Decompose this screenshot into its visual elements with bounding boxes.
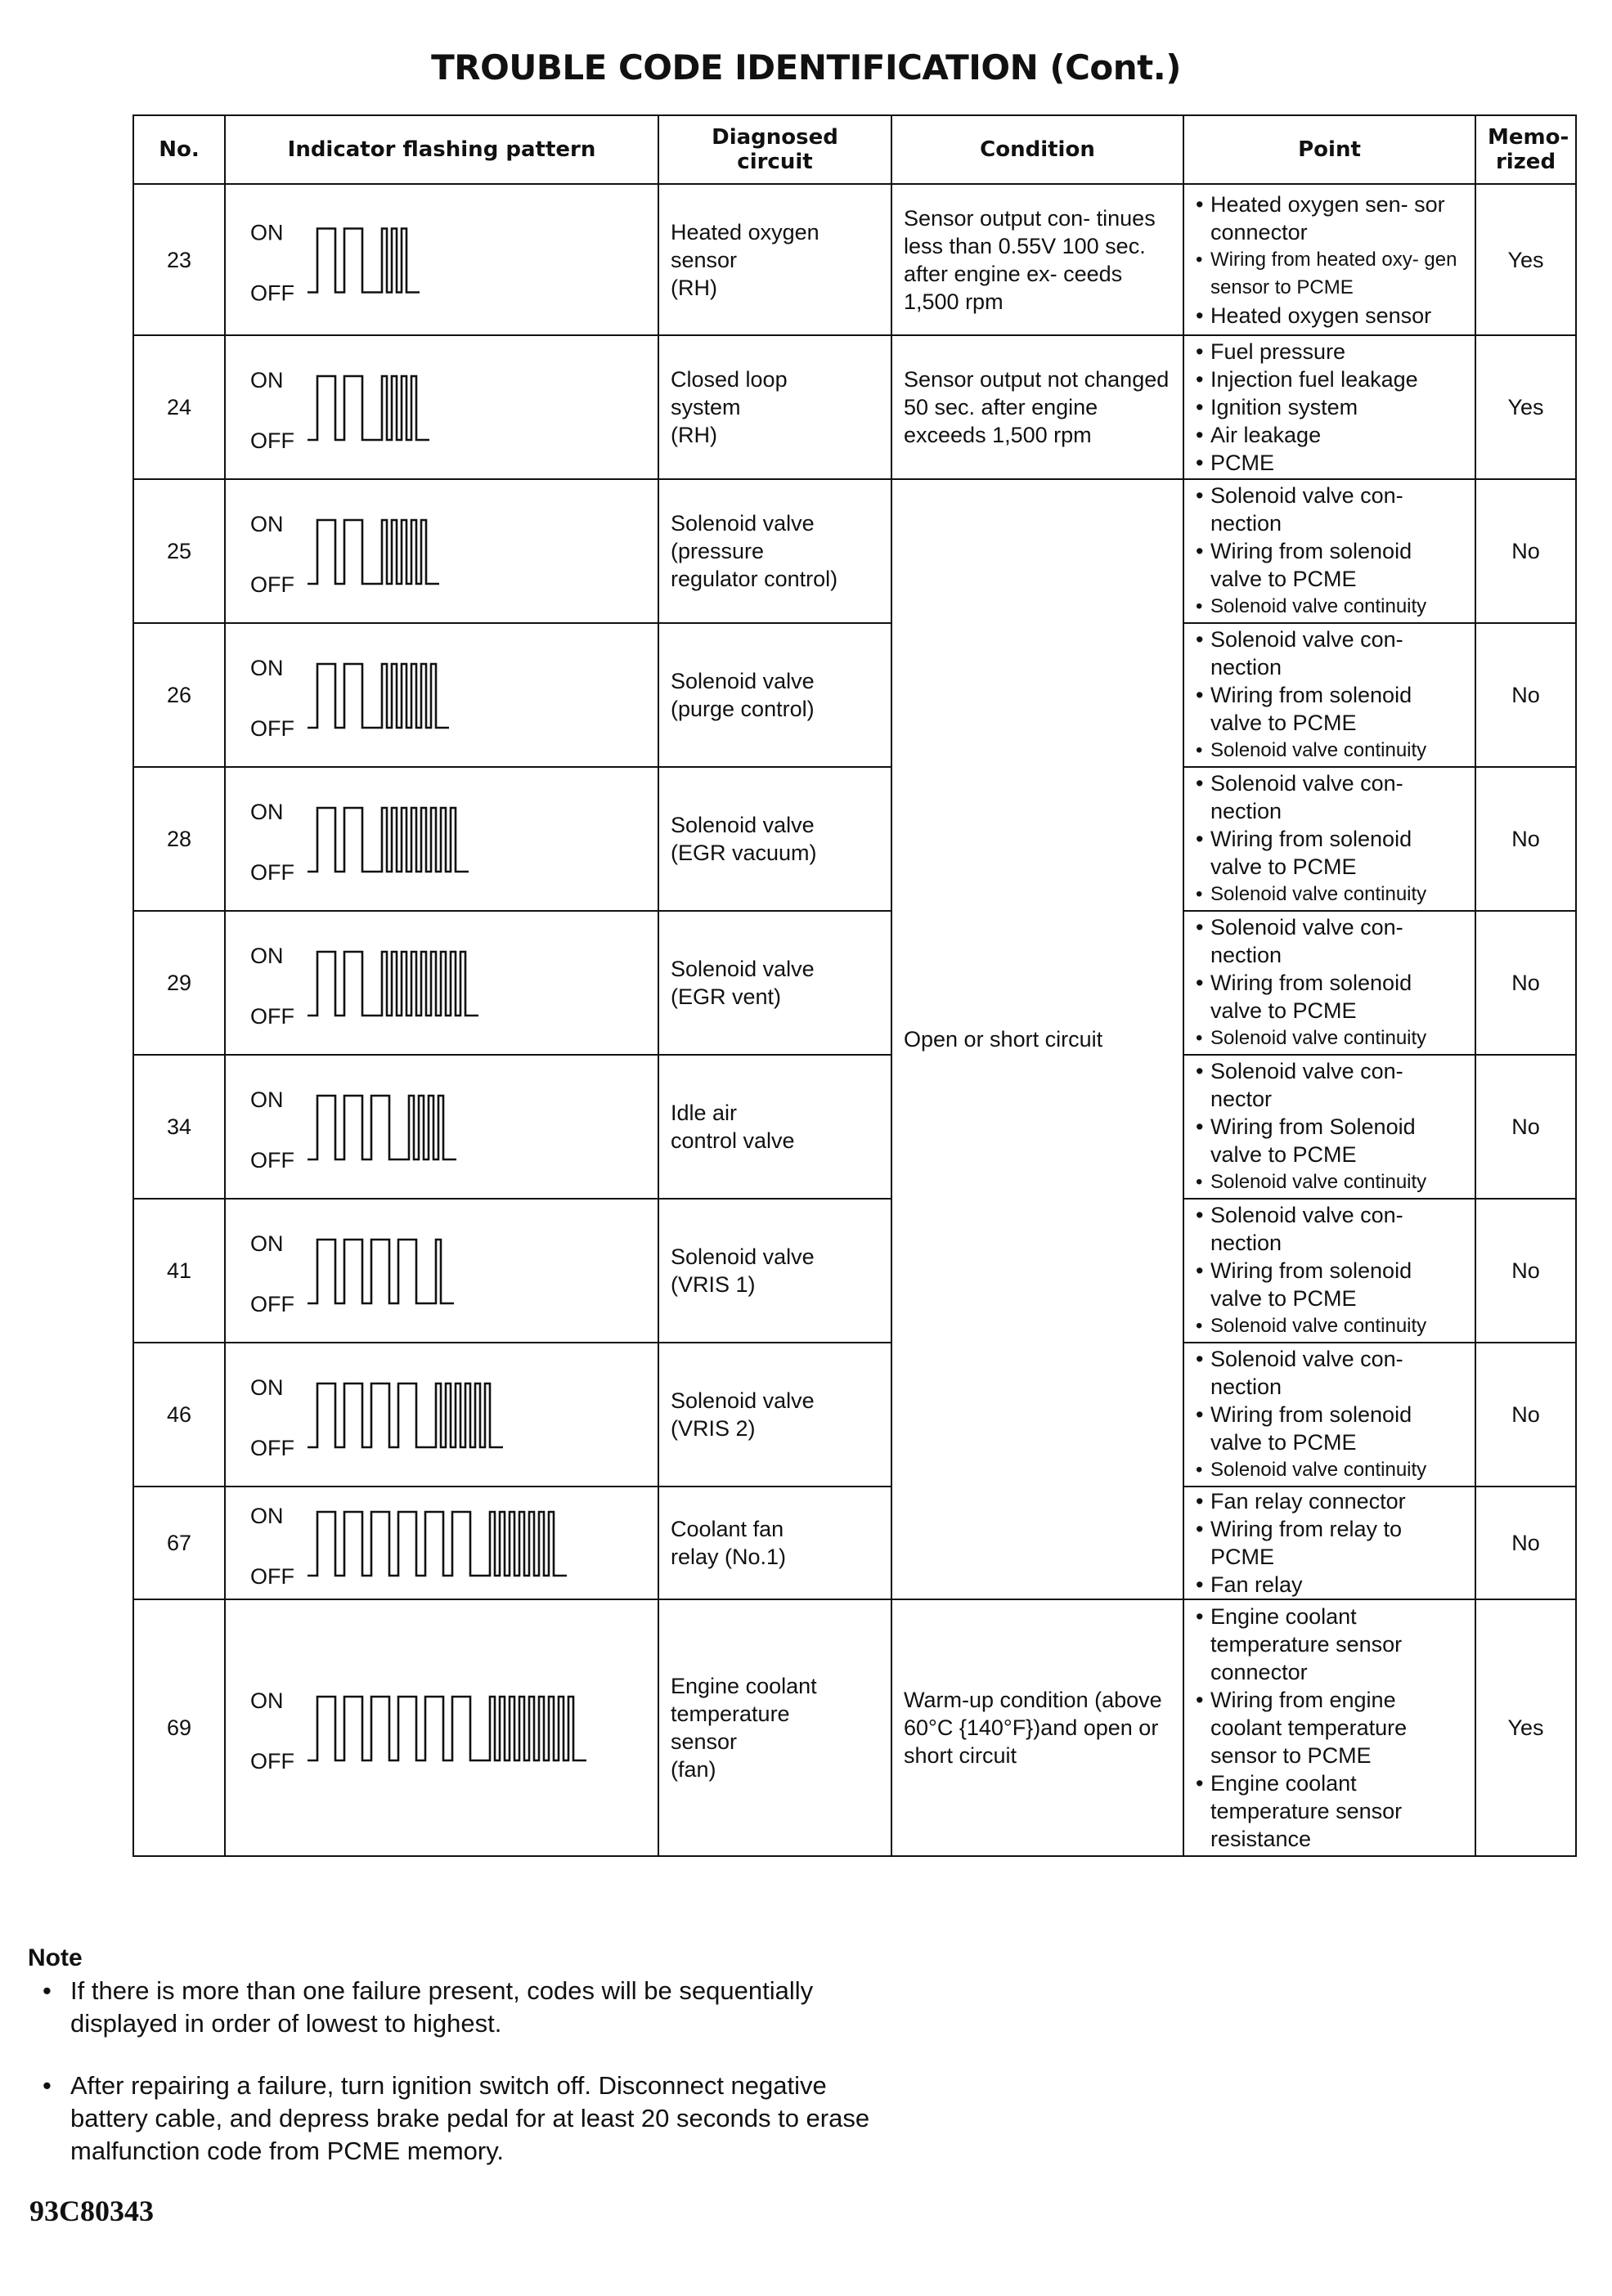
- flashing-pattern: [225, 911, 658, 1055]
- page-title: TROUBLE CODE IDENTIFICATION (Cont.): [431, 47, 1181, 87]
- point-item: • Wiring from solenoid valve to PCME: [1196, 825, 1463, 881]
- code-number: 26: [133, 623, 225, 767]
- memorized-value: No: [1475, 1055, 1576, 1199]
- trouble-code-table: [132, 114, 1577, 1857]
- note-list: [28, 1975, 903, 2168]
- diagnosed-circuit: [658, 1199, 891, 1343]
- code-number: 25: [133, 479, 225, 623]
- flashing-pattern: [225, 1055, 658, 1199]
- flashing-pattern: [225, 1343, 658, 1487]
- point-list: [1196, 338, 1463, 477]
- header-no: No.: [133, 115, 225, 184]
- circuit-line: Closed loop: [671, 367, 788, 392]
- inspection-points: [1183, 1199, 1475, 1343]
- pulse-waveform: [308, 1697, 586, 1760]
- memorized-value: No: [1475, 1487, 1576, 1599]
- circuit-line: Heated oxygen: [671, 219, 819, 244]
- table-row: [133, 1599, 1576, 1856]
- circuit-line: Idle air: [671, 1101, 738, 1125]
- diagnosed-circuit: [658, 335, 891, 479]
- diagnosed-circuit: [658, 479, 891, 623]
- point-item: • Solenoid valve continuity: [1196, 1168, 1463, 1196]
- on-label: ON: [250, 1087, 284, 1112]
- diagnosed-circuit: [658, 1343, 891, 1487]
- on-label: ON: [250, 656, 284, 680]
- flashing-pattern-graphic: [237, 338, 646, 477]
- flashing-pattern-graphic: [237, 186, 646, 333]
- inspection-points: [1183, 1599, 1475, 1856]
- circuit-line: Solenoid valve: [671, 669, 815, 693]
- header-circuit: Diagnosed circuit: [658, 115, 891, 184]
- header-pattern: Indicator flashing pattern: [225, 115, 658, 184]
- pulse-waveform: [308, 1240, 454, 1303]
- note-item: • After repairing a failure, turn ignition switch off. Disconnect negative battery cable, and depress brake pedal for at least 20 seconds to erase malfunction code from PCME memory.: [28, 2070, 903, 2168]
- inspection-points: [1183, 1055, 1475, 1199]
- point-list: [1196, 1345, 1463, 1484]
- flashing-pattern: [225, 479, 658, 623]
- point-item: • Fuel pressure: [1196, 338, 1463, 365]
- table-header-row: [133, 115, 1576, 184]
- note-item: • If there is more than one failure present, codes will be sequentially displayed in order of lowest to highest.: [28, 1975, 903, 2040]
- memorized-value: No: [1475, 623, 1576, 767]
- circuit-line: Coolant fan: [671, 1517, 784, 1541]
- header-point: Point: [1183, 115, 1475, 184]
- table-row: [133, 623, 1576, 767]
- diagnosed-circuit: [658, 623, 891, 767]
- point-item: • Solenoid valve continuity: [1196, 737, 1463, 765]
- point-item: • Wiring from relay to PCME: [1196, 1515, 1463, 1571]
- flashing-pattern-graphic: [237, 1345, 646, 1484]
- flashing-pattern-graphic: [237, 913, 646, 1052]
- point-item: • Engine coolant temperature sensor connector: [1196, 1603, 1463, 1686]
- code-number: 34: [133, 1055, 225, 1199]
- inspection-points: [1183, 767, 1475, 911]
- circuit-line: (VRIS 2): [671, 1416, 756, 1441]
- table-row: [133, 911, 1576, 1055]
- point-item: • Solenoid valve continuity: [1196, 1456, 1463, 1484]
- code-number: 23: [133, 184, 225, 335]
- pulse-waveform: [308, 664, 449, 728]
- header-memorized: Memo- rized: [1475, 115, 1576, 184]
- flashing-pattern-graphic: [237, 1057, 646, 1196]
- on-label: ON: [250, 1688, 284, 1713]
- off-label: OFF: [250, 1749, 294, 1774]
- circuit-line: (EGR vacuum): [671, 841, 817, 865]
- pulse-waveform: [308, 952, 478, 1016]
- point-item: • Wiring from solenoid valve to PCME: [1196, 537, 1463, 593]
- table-row: [133, 184, 1576, 335]
- flashing-pattern-graphic: [237, 1201, 646, 1340]
- flashing-pattern: [225, 623, 658, 767]
- point-item: • PCME: [1196, 449, 1463, 477]
- point-item: • Wiring from engine coolant temperature sensor to PCME: [1196, 1686, 1463, 1769]
- inspection-points: [1183, 623, 1475, 767]
- on-label: ON: [250, 1231, 284, 1256]
- point-item: • Solenoid valve con- nection: [1196, 1201, 1463, 1257]
- diagnosed-circuit: [658, 1055, 891, 1199]
- flashing-pattern-graphic: [237, 1489, 646, 1597]
- point-item: • Solenoid valve con- nection: [1196, 769, 1463, 825]
- code-number: 41: [133, 1199, 225, 1343]
- condition: Sensor output not changed 50 sec. after engine exceeds 1,500 rpm: [891, 335, 1183, 479]
- off-label: OFF: [250, 572, 294, 597]
- figure-id: 93C80343: [29, 2195, 154, 2227]
- on-label: ON: [250, 512, 284, 536]
- point-list: [1196, 191, 1463, 330]
- off-label: OFF: [250, 860, 294, 885]
- table-row: [133, 479, 1576, 623]
- condition: Open or short circuit: [891, 479, 1183, 1599]
- point-list: [1196, 1603, 1463, 1853]
- circuit-line: system: [671, 395, 741, 419]
- circuit-line: (EGR vent): [671, 984, 782, 1009]
- point-list: [1196, 1487, 1463, 1599]
- point-item: • Wiring from Solenoid valve to PCME: [1196, 1113, 1463, 1168]
- pulse-waveform: [308, 1512, 567, 1576]
- point-item: • Wiring from solenoid valve to PCME: [1196, 969, 1463, 1025]
- circuit-line: relay (No.1): [671, 1545, 787, 1569]
- off-label: OFF: [250, 1148, 294, 1173]
- point-list: [1196, 769, 1463, 908]
- circuit-line: Solenoid valve: [671, 1244, 815, 1269]
- point-list: [1196, 482, 1463, 621]
- diagnosed-circuit: [658, 1599, 891, 1856]
- inspection-points: [1183, 911, 1475, 1055]
- off-label: OFF: [250, 1564, 294, 1589]
- on-label: ON: [250, 944, 284, 968]
- point-item: • Ignition system: [1196, 393, 1463, 421]
- code-number: 67: [133, 1487, 225, 1599]
- circuit-line: regulator control): [671, 567, 838, 591]
- flashing-pattern: [225, 1487, 658, 1599]
- pulse-waveform: [308, 520, 439, 584]
- point-item: • Solenoid valve con- nection: [1196, 482, 1463, 537]
- inspection-points: [1183, 335, 1475, 479]
- flashing-pattern: [225, 767, 658, 911]
- circuit-line: sensor: [671, 247, 738, 272]
- circuit-line: (VRIS 1): [671, 1272, 756, 1297]
- point-item: • Wiring from solenoid valve to PCME: [1196, 681, 1463, 737]
- point-item: • Solenoid valve con- nection: [1196, 1345, 1463, 1401]
- table-row: [133, 1199, 1576, 1343]
- condition: Sensor output con- tinues less than 0.55V 100 sec. after engine ex- ceeds 1,500 rpm: [891, 184, 1183, 335]
- on-label: ON: [250, 220, 284, 245]
- flashing-pattern: [225, 335, 658, 479]
- flashing-pattern-graphic: [237, 769, 646, 908]
- code-number: 28: [133, 767, 225, 911]
- table-row: [133, 1343, 1576, 1487]
- memorized-value: Yes: [1475, 335, 1576, 479]
- off-label: OFF: [250, 1292, 294, 1316]
- off-label: OFF: [250, 280, 294, 306]
- diagnosed-circuit: [658, 184, 891, 335]
- point-item: • Solenoid valve con- nection: [1196, 913, 1463, 969]
- flashing-pattern-graphic: [237, 482, 646, 621]
- memorized-value: No: [1475, 911, 1576, 1055]
- flashing-pattern: [225, 184, 658, 335]
- circuit-line: sensor: [671, 1729, 738, 1754]
- header-condition: Condition: [891, 115, 1183, 184]
- memorized-value: No: [1475, 1343, 1576, 1487]
- flashing-pattern: [225, 1199, 658, 1343]
- circuit-line: (pressure: [671, 539, 765, 563]
- off-label: OFF: [250, 1004, 294, 1029]
- table-row: [133, 1055, 1576, 1199]
- point-item: • Injection fuel leakage: [1196, 365, 1463, 393]
- memorized-value: Yes: [1475, 184, 1576, 335]
- circuit-line: control valve: [671, 1128, 795, 1153]
- off-label: OFF: [250, 716, 294, 741]
- memorized-value: Yes: [1475, 1599, 1576, 1856]
- circuit-line: (purge control): [671, 697, 815, 721]
- note-heading: Note: [28, 1944, 83, 1971]
- point-list: [1196, 626, 1463, 765]
- off-label: OFF: [250, 428, 294, 453]
- inspection-points: [1183, 1487, 1475, 1599]
- circuit-line: (RH): [671, 423, 717, 447]
- flashing-pattern-graphic: [237, 626, 646, 765]
- point-item: • Solenoid valve continuity: [1196, 593, 1463, 621]
- point-item: • Solenoid valve continuity: [1196, 1312, 1463, 1340]
- flashing-pattern: [225, 1599, 658, 1856]
- circuit-line: Engine coolant: [671, 1674, 817, 1698]
- code-number: 29: [133, 911, 225, 1055]
- point-item: • Wiring from solenoid valve to PCME: [1196, 1257, 1463, 1312]
- table-row: [133, 767, 1576, 911]
- point-list: [1196, 1057, 1463, 1196]
- point-item: • Engine coolant temperature sensor resistance: [1196, 1769, 1463, 1853]
- inspection-points: [1183, 184, 1475, 335]
- flashing-pattern-graphic: [237, 1602, 646, 1854]
- point-item: • Heated oxygen sensor: [1196, 302, 1463, 330]
- circuit-line: Solenoid valve: [671, 957, 815, 981]
- code-number: 46: [133, 1343, 225, 1487]
- point-item: • Solenoid valve continuity: [1196, 881, 1463, 908]
- point-list: [1196, 913, 1463, 1052]
- circuit-line: (RH): [671, 275, 717, 300]
- point-list: [1196, 1201, 1463, 1340]
- on-label: ON: [250, 1504, 284, 1528]
- circuit-line: Solenoid valve: [671, 1388, 815, 1413]
- circuit-line: temperature: [671, 1702, 790, 1726]
- point-item: • Heated oxygen sen- sor connector: [1196, 191, 1463, 246]
- circuit-line: Solenoid valve: [671, 511, 815, 536]
- memorized-value: No: [1475, 1199, 1576, 1343]
- point-item: • Wiring from solenoid valve to PCME: [1196, 1401, 1463, 1456]
- diagnosed-circuit: [658, 911, 891, 1055]
- pulse-waveform: [308, 1383, 503, 1447]
- on-label: ON: [250, 800, 284, 824]
- point-item: • Air leakage: [1196, 421, 1463, 449]
- table-row: [133, 335, 1576, 479]
- pulse-waveform: [308, 229, 420, 293]
- circuit-line: (fan): [671, 1757, 716, 1782]
- point-item: • Fan relay: [1196, 1571, 1463, 1599]
- off-label: OFF: [250, 1436, 294, 1460]
- diagnosed-circuit: [658, 767, 891, 911]
- diagnosed-circuit: [658, 1487, 891, 1599]
- inspection-points: [1183, 479, 1475, 623]
- circuit-line: Solenoid valve: [671, 813, 815, 837]
- on-label: ON: [250, 1375, 284, 1400]
- pulse-waveform: [308, 1096, 456, 1159]
- memorized-value: No: [1475, 479, 1576, 623]
- pulse-waveform: [308, 376, 429, 440]
- code-number: 69: [133, 1599, 225, 1856]
- point-item: • Solenoid valve continuity: [1196, 1025, 1463, 1052]
- point-item: • Wiring from heated oxy- gen sensor to PCME: [1196, 246, 1463, 302]
- pulse-waveform: [308, 808, 469, 872]
- point-item: • Solenoid valve con- nection: [1196, 626, 1463, 681]
- point-item: • Solenoid valve con- nector: [1196, 1057, 1463, 1113]
- condition: Warm-up condition (above 60°C {140°F})and open or short circuit: [891, 1599, 1183, 1856]
- point-item: • Fan relay connector: [1196, 1487, 1463, 1515]
- code-number: 24: [133, 335, 225, 479]
- memorized-value: No: [1475, 767, 1576, 911]
- table-row: [133, 1487, 1576, 1599]
- note-section: [28, 1942, 903, 2168]
- on-label: ON: [250, 368, 284, 392]
- inspection-points: [1183, 1343, 1475, 1487]
